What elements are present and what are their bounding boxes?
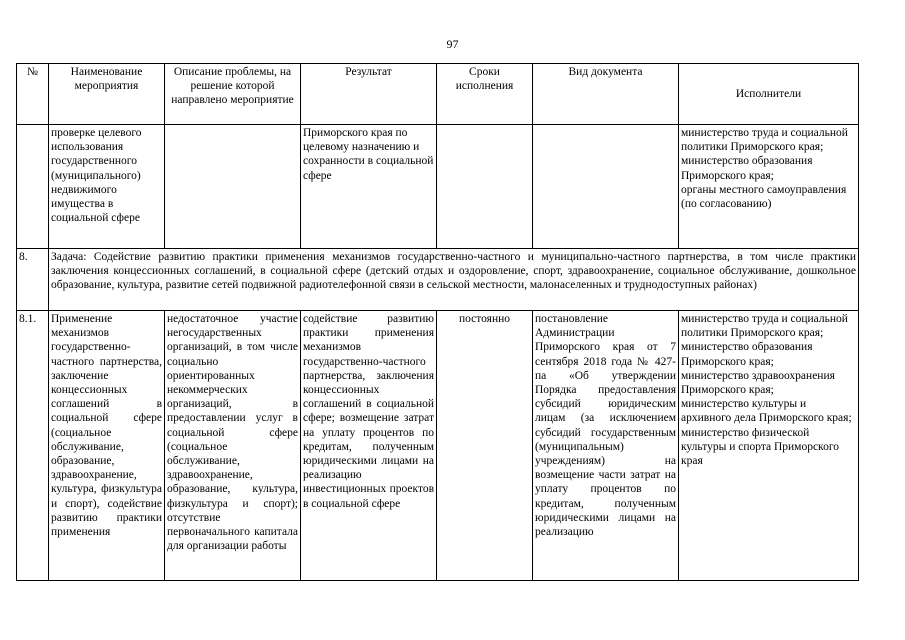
executor: министерство культуры и архивного дела Приморского края; xyxy=(681,398,852,425)
executor: органы местного самоуправления (по согласованию) xyxy=(681,183,847,211)
measures-table xyxy=(16,63,859,581)
header-problem: Описание проблемы, на решение которой направлено мероприятие xyxy=(165,64,301,125)
cell-num: 8.1. xyxy=(17,311,49,581)
executor: министерство здравоохранения Приморского края; xyxy=(681,369,835,397)
task-row xyxy=(17,249,859,311)
header-deadline: Сроки исполнения xyxy=(437,64,533,125)
cell-result: содействие развитию практики применения механизмов государственно-частного партнерства, заключения концессионных соглашений в социальной сфере; возмещение затрат на уплату процентов по кредитам, полученным юридическими лицами на реализацию инвестиционных проектов в социальной сфере xyxy=(301,311,437,581)
executor: министерство образования Приморского края; xyxy=(681,341,813,368)
executor: министерство образования Приморского края; xyxy=(681,155,813,182)
cell-name: Применение механизмов государственно-частного партнерства, заключение концессионных соглашений в социальной сфере (социальное обслуживание, образование, здравоохранение, культура, физкультура и спорт), содействие развитию практики применения xyxy=(49,311,165,581)
cell-executors xyxy=(679,125,859,249)
cell-deadline: постоянно xyxy=(437,311,533,581)
task-num: 8. xyxy=(17,249,49,311)
cell-deadline xyxy=(437,125,533,249)
header-num: № xyxy=(17,64,49,125)
header-doc: Вид документа xyxy=(533,64,679,125)
executor: министерство труда и социальной политики Приморского края; xyxy=(681,127,848,154)
cell-problem xyxy=(165,125,301,249)
task-text: Задача: Содействие развитию практики применения механизмов государственно-частного и муниципально-частного партнерства, в том числе практики заключения концессионных соглашений, в социальной сфере (детский отдых и оздоровление, спорт, здравоохранение, социальное обслуживание, дошкольное образование, культура, развитие сетей подвижной радиотелефонной связи в сельской местности, малонаселенных и труднодоступных районах) xyxy=(49,249,859,311)
header-row xyxy=(17,64,859,125)
cell-num xyxy=(17,125,49,249)
executor: министерство физической культуры и спорта Приморского края xyxy=(681,426,839,468)
table-row-continued xyxy=(17,125,859,249)
cell-name: проверке целевого использования государственного (муниципального) недвижимого имущества в социальной сфере xyxy=(49,125,165,249)
page-number: 97 xyxy=(446,37,459,51)
cell-doc xyxy=(533,125,679,249)
cell-executors xyxy=(679,311,859,581)
header-executors: Исполнители xyxy=(679,64,859,125)
header-result: Результат xyxy=(301,64,437,125)
cell-doc: постановление Администрации Приморского края от 7 сентября 2018 года № 427-па «Об утверждении Порядка предоставления субсидий юридическим лицам (за исключением субсидий государственным (муниципальным) учреждениям) на возмещение части затрат на уплату процентов по кредитам, полученным юридическими лицами на реализацию xyxy=(533,311,679,581)
cell-problem: недостаточное участие негосударственных организаций, в том числе социально ориентированных некоммерческих организаций, в предоставлении услуг в социальной сфере (социальное обслуживание, здравоохранение, образование, культура, физкультура и спорт); отсутствие первоначального капитала для организации работы xyxy=(165,311,301,581)
header-name: Наименование мероприятия xyxy=(49,64,165,125)
cell-result: Приморского края по целевому назначению и сохранности в социальной сфере xyxy=(301,125,437,249)
table-row-8-1 xyxy=(17,311,859,581)
executor: министерство труда и социальной политики Приморского края; xyxy=(681,313,848,340)
